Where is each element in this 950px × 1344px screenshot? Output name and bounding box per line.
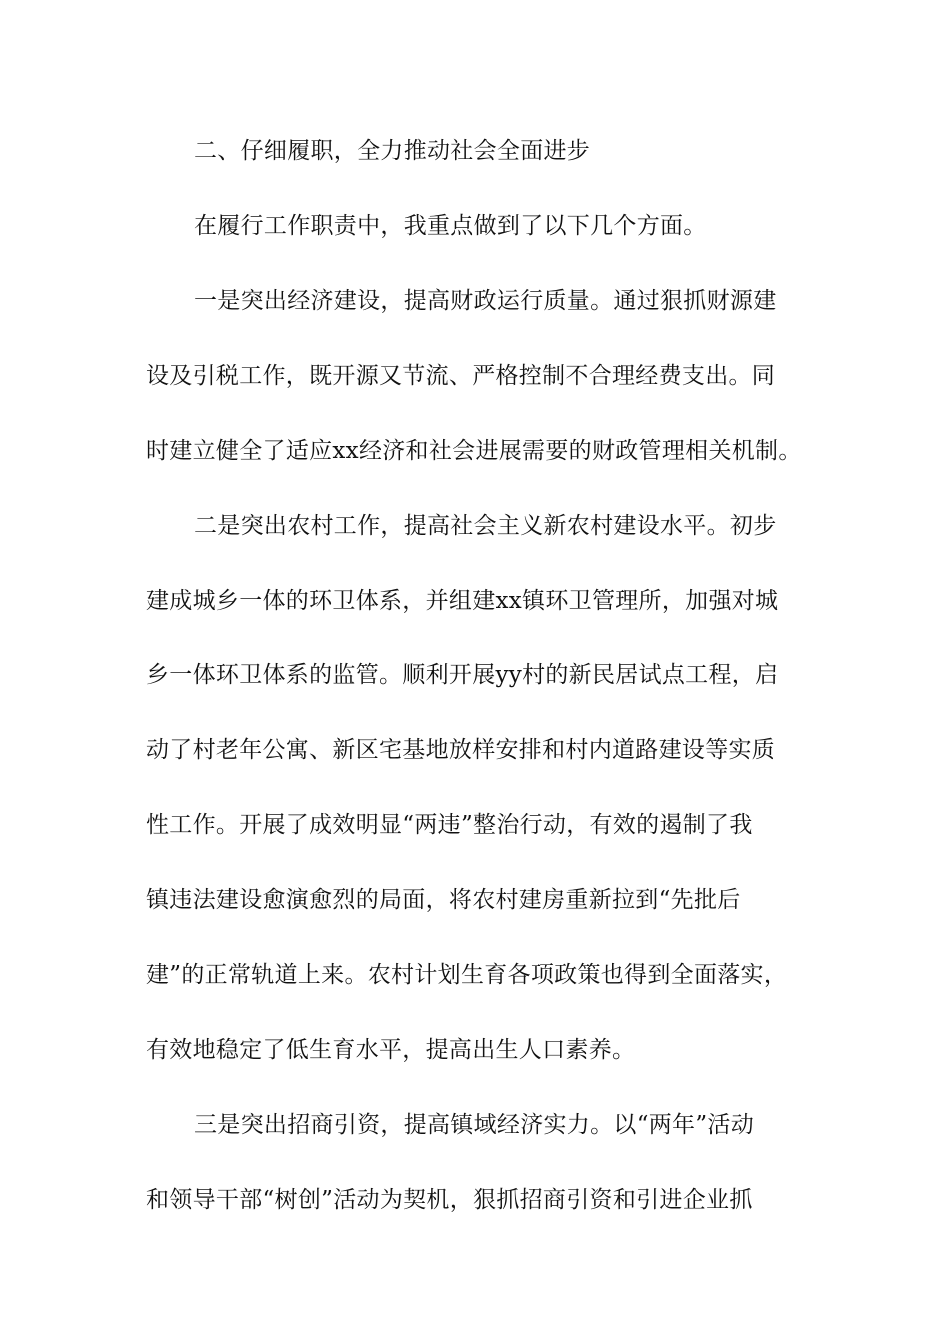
paragraph-line: 二是突出农村工作，提高社会主义新农村建设水平。初步 — [194, 513, 777, 539]
paragraph-line: 和领导干部“树创”活动为契机，狠抓招商引资和引进企业抓 — [146, 1187, 753, 1213]
paragraph-line: 乡一体环卫体系的监管。顺利开展yy村的新民居试点工程，启 — [146, 662, 779, 688]
section-heading: 二、仔细履职，全力推动社会全面进步 — [194, 138, 591, 164]
paragraph-line: 动了村老年公寓、新区宅基地放样安排和村内道路建设等实质 — [146, 737, 776, 763]
paragraph-line: 性工作。开展了成效明显“两违”整治行动，有效的遏制了我 — [146, 812, 753, 838]
paragraph-line: 建”的正常轨道上来。农村计划生育各项政策也得到全面落实， — [146, 962, 788, 988]
paragraph-line: 镇违法建设愈演愈烈的局面，将农村建房重新拉到“先批后 — [146, 887, 741, 913]
paragraph-line: 设及引税工作，既开源又节流、严格控制不合理经费支出。同 — [146, 363, 776, 389]
paragraph-line: 三是突出招商引资，提高镇域经济实力。以“两年”活动 — [194, 1112, 755, 1138]
paragraph-line: 时建立健全了适应xx经济和社会进展需要的财政管理相关机制。 — [146, 438, 802, 464]
paragraph-line: 有效地稳定了低生育水平，提高出生人口素养。 — [146, 1037, 636, 1063]
paragraph-line: 在履行工作职责中，我重点做到了以下几个方面。 — [194, 213, 707, 239]
paragraph-line: 一是突出经济建设，提高财政运行质量。通过狠抓财源建 — [194, 288, 777, 314]
paragraph-line: 建成城乡一体的环卫体系，并组建xx镇环卫管理所，加强对城 — [146, 588, 779, 614]
